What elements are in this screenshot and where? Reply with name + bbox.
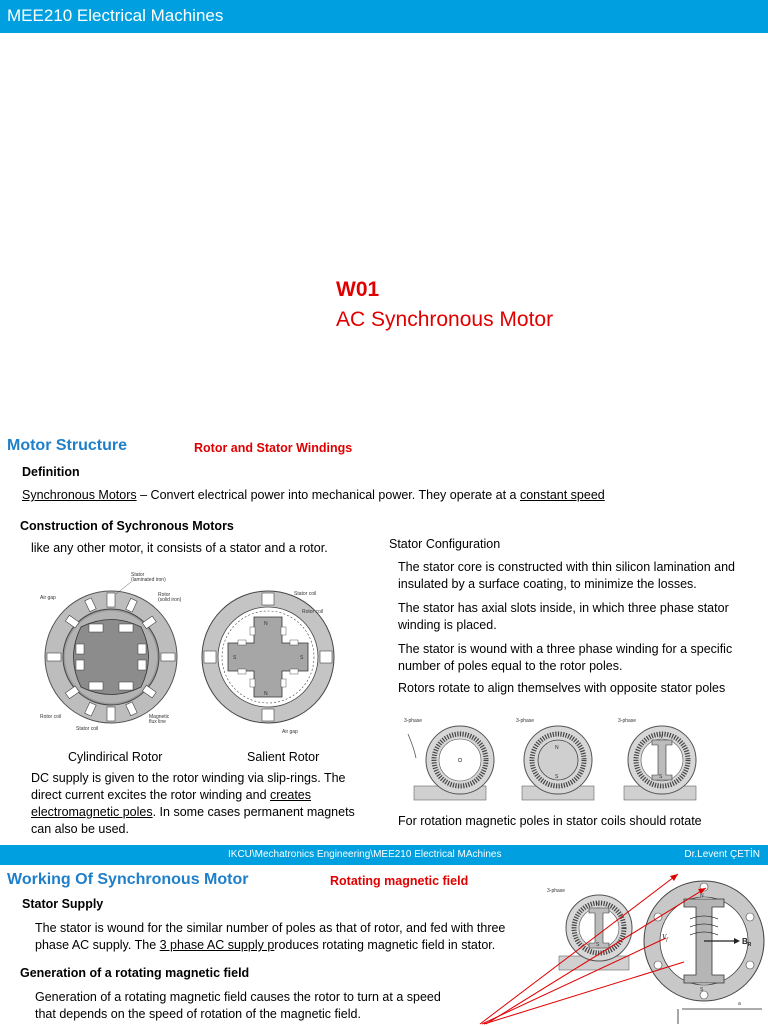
dc-supply-text <box>31 770 381 838</box>
slide2-motor-s: S <box>596 942 600 948</box>
construction-heading: Construction of Sychronous Motors <box>20 519 234 533</box>
rotor-sublabel: (solid iron) <box>158 597 182 603</box>
rotor-coil-label-right: Rotor coil <box>302 609 324 615</box>
salient-rotor-caption: Salient Rotor <box>247 750 320 764</box>
stator-coil-label-right: Stator coil <box>294 591 317 597</box>
red-arrows <box>470 866 730 1026</box>
motor-image-1 <box>400 716 496 804</box>
magnetic-label: Magnetic <box>149 714 170 720</box>
header-bar <box>0 0 768 33</box>
field-n: N <box>700 893 704 899</box>
motor2-s: S <box>555 774 559 780</box>
creates-link: creates <box>270 788 312 802</box>
stator-bullet-2: The stator has axial slots inside, in which three phase stator winding is placed. <box>398 601 729 632</box>
dc-text-line4: can also be used. <box>31 822 129 836</box>
south-pole-left: S <box>233 655 237 661</box>
axis-a-label: a <box>738 1001 741 1007</box>
dc-text-line2: direct current excites the rotor winding and <box>31 788 271 802</box>
phasor-subscript: R <box>747 942 752 948</box>
rotor-label: Rotor <box>158 592 171 598</box>
stator-supply-line2a: phase AC supply. The <box>35 938 160 952</box>
vf-label: V <box>662 933 667 941</box>
slide2-motor-tag: 3-phase <box>547 888 566 894</box>
stator-config-heading: Stator Configuration <box>389 537 501 551</box>
stator-bullet-4: Rotors rotate to align themselves with opposite stator poles <box>398 681 726 695</box>
north-pole-top: N <box>264 621 268 627</box>
flux-line-label: flux line <box>149 719 166 725</box>
electromagnetic-poles-link: electromagnetic poles <box>31 805 153 819</box>
slide2-motor-n: N <box>596 902 600 908</box>
generation-line2: that depends on the speed of rotation of the magnetic field. <box>35 1007 361 1021</box>
stator-sublabel: (laminated iron) <box>131 577 166 583</box>
motor-tag-2: 3-phase <box>516 718 535 724</box>
definition-term: Synchronous Motors <box>22 488 137 502</box>
generation-text <box>35 989 441 1023</box>
motor-image-2 <box>512 716 608 804</box>
vf-subscript: f <box>666 938 668 943</box>
definition-text <box>22 487 605 504</box>
stator-label: Stator <box>131 572 145 578</box>
definition-heading: Definition <box>22 465 80 479</box>
motor-tag-3: 3-phase <box>618 718 637 724</box>
lecture-code: W01 <box>336 278 380 301</box>
stator-supply-text <box>35 920 505 954</box>
footer-bar <box>0 845 768 865</box>
phasor-label: B <box>742 937 748 946</box>
stator-bullet-1: The stator core is constructed with thin silicon lamination and insulated by a surface coating, to minimize the losses. <box>398 560 735 591</box>
motor-tag-1: 3-phase <box>404 718 423 724</box>
constant-speed-link: constant speed <box>519 488 605 502</box>
footer-author: Dr.Levent ÇETİN <box>684 849 760 860</box>
rotation-caption: For rotation magnetic poles in stator coils should rotate <box>398 814 702 828</box>
working-heading: Working Of Synchronous Motor <box>7 871 249 888</box>
course-title: MEE210 Electrical Machines <box>7 6 224 25</box>
north-pole-bottom: N <box>264 691 268 697</box>
cylindrical-rotor-caption: Cylindirical Rotor <box>68 750 163 764</box>
rotating-field-subheading: Rotating magnetic field <box>330 874 469 888</box>
three-phase-link: 3 phase AC supply p <box>159 938 275 952</box>
generation-line1: Generation of a rotating magnetic field causes the rotor to turn at a speed <box>35 990 441 1004</box>
stator-coil-label: Stator coil <box>76 726 99 732</box>
rotor-coil-label: Rotor coil <box>40 714 62 720</box>
field-s: S <box>700 987 704 993</box>
dc-text-line1: DC supply is given to the rotor winding via slip-rings. The <box>31 771 346 785</box>
lecture-title: AC Synchronous Motor <box>336 308 554 331</box>
stator-supply-line2b: roduces rotating magnetic field in stator. <box>274 938 496 952</box>
motor2-n: N <box>555 745 559 751</box>
motor3-s: S <box>659 774 663 780</box>
air-gap-label-right: Air gap <box>282 729 298 735</box>
motor-image-3 <box>614 716 710 804</box>
construction-text: like any other motor, it consists of a stator and a rotor. <box>31 541 328 555</box>
stator-bullet-3: The stator is wound with a three phase winding for a specific number of poles equal to the rotor poles. <box>398 642 733 673</box>
rotor-stator-subheading: Rotor and Stator Windings <box>194 441 353 455</box>
generation-heading: Generation of a rotating magnetic field <box>20 966 250 980</box>
footer-course-path: IKCU\Mechatronics Engineering\MEE210 Electrical MAchines <box>228 849 502 860</box>
air-gap-label: Air gap <box>40 595 56 601</box>
south-pole-right: S <box>300 655 304 661</box>
salient-rotor-diagram <box>198 585 338 735</box>
cylindrical-rotor-diagram <box>36 572 186 732</box>
stator-supply-line1: The stator is wound for the similar number of poles as that of rotor, and fed with three <box>35 921 506 935</box>
motor-structure-heading: Motor Structure <box>7 437 127 454</box>
stator-supply-heading: Stator Supply <box>22 897 104 911</box>
dc-text-line3: . In some cases permanent magnets <box>152 805 355 819</box>
motor3-n: N <box>659 734 663 740</box>
definition-body: – Convert electrical power into mechanical power. They operate at a <box>136 488 520 502</box>
